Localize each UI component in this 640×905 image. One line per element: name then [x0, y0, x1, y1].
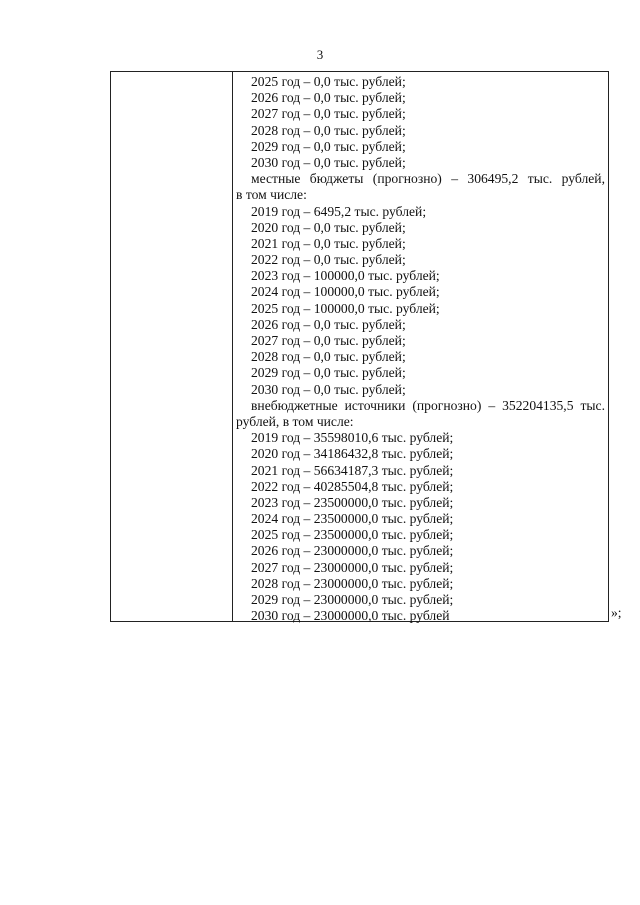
page-number: 3 [316, 47, 324, 62]
funding-year-line: 2029 год – 23000000,0 тыс. рублей; [251, 592, 454, 607]
funding-year-line: 2019 год – 6495,2 тыс. рублей; [251, 203, 427, 219]
financing-cell [236, 74, 605, 624]
local-budgets-years-list [236, 204, 605, 398]
funding-year-line: 2028 год – 0,0 тыс. рублей; [251, 122, 406, 138]
funding-year-line: 2026 год – 0,0 тыс. рублей; [251, 316, 406, 332]
funding-year-line: 2029 год – 0,0 тыс. рублей; [251, 365, 406, 381]
justified-word: бюджеты [309, 171, 364, 187]
justified-word: тыс. [580, 397, 605, 413]
funding-year-line: 2030 год – 0,0 тыс. рублей; [251, 154, 406, 170]
justified-word: – [488, 397, 496, 413]
justified-word: 306495,2 [467, 171, 519, 187]
funding-year-line: 2019 год – 35598010,6 тыс. рублей; [251, 430, 454, 446]
funding-year-line: 2030 год – 0,0 тыс. рублей; [251, 381, 406, 397]
local-budgets-continuation: в том числе: [236, 187, 307, 203]
funding-year-line: 2025 год – 23500000,0 тыс. рублей; [251, 527, 454, 543]
funding-year-line: 2028 год – 23000000,0 тыс. рублей; [251, 575, 454, 591]
funding-year-line: 2027 год – 0,0 тыс. рублей; [251, 106, 406, 122]
justified-word: (прогнозно) [412, 397, 482, 413]
justified-word: тыс. [527, 171, 553, 187]
funding-year-line: 2028 год – 0,0 тыс. рублей; [251, 349, 406, 365]
funding-year-line: 2023 год – 100000,0 тыс. рублей; [251, 268, 440, 284]
justified-word: источники [344, 397, 406, 413]
funding-year-line: 2025 год – 100000,0 тыс. рублей; [251, 300, 440, 316]
financing-table [110, 71, 609, 622]
funding-year-line: 2021 год – 56634187,3 тыс. рублей; [251, 462, 454, 478]
extra-budget-continuation: рублей, в том числе: [236, 413, 354, 429]
justified-word: местные [251, 171, 301, 187]
funding-year-line: 2024 год – 100000,0 тыс. рублей; [251, 284, 440, 300]
funding-year-line: 2021 год – 0,0 тыс. рублей; [251, 235, 406, 251]
justified-word: рублей, [561, 171, 605, 187]
funding-year-line: 2020 год – 34186432,8 тыс. рублей; [251, 446, 454, 462]
funding-year-line: 2024 год – 23500000,0 тыс. рублей; [251, 511, 454, 527]
funding-year-line: 2027 год – 23000000,0 тыс. рублей; [251, 559, 454, 575]
justified-word: 352204135,5 [502, 397, 574, 413]
justified-word: внебюджетные [251, 397, 338, 413]
funding-year-line: 2026 год – 23000000,0 тыс. рублей; [251, 543, 454, 559]
funding-year-line: 2027 год – 0,0 тыс. рублей; [251, 333, 406, 348]
justified-word: – [451, 171, 458, 187]
funding-year-line: 2030 год – 23000000,0 тыс. рублей [251, 608, 450, 624]
funding-year-line: 2020 год – 0,0 тыс. рублей; [251, 219, 406, 235]
closing-quote: »; [611, 605, 622, 620]
column-divider [232, 72, 233, 621]
extra-budget-line [236, 398, 605, 414]
funding-year-line: 2026 год – 0,0 тыс. рублей; [251, 90, 406, 106]
funding-year-line: 2022 год – 0,0 тыс. рублей; [251, 252, 406, 268]
funding-year-line: 2029 год – 0,0 тыс. рублей; [251, 138, 406, 154]
funding-year-line: 2023 год – 23500000,0 тыс. рублей; [251, 494, 454, 510]
justified-word: (прогнозно) [372, 171, 442, 187]
local-budgets-line [236, 171, 605, 187]
zero-years-list [236, 74, 605, 171]
funding-year-line: 2025 год – 0,0 тыс. рублей; [251, 74, 406, 89]
extra-budget-years-list [236, 430, 605, 624]
funding-year-line: 2022 год – 40285504,8 тыс. рублей; [251, 478, 454, 494]
